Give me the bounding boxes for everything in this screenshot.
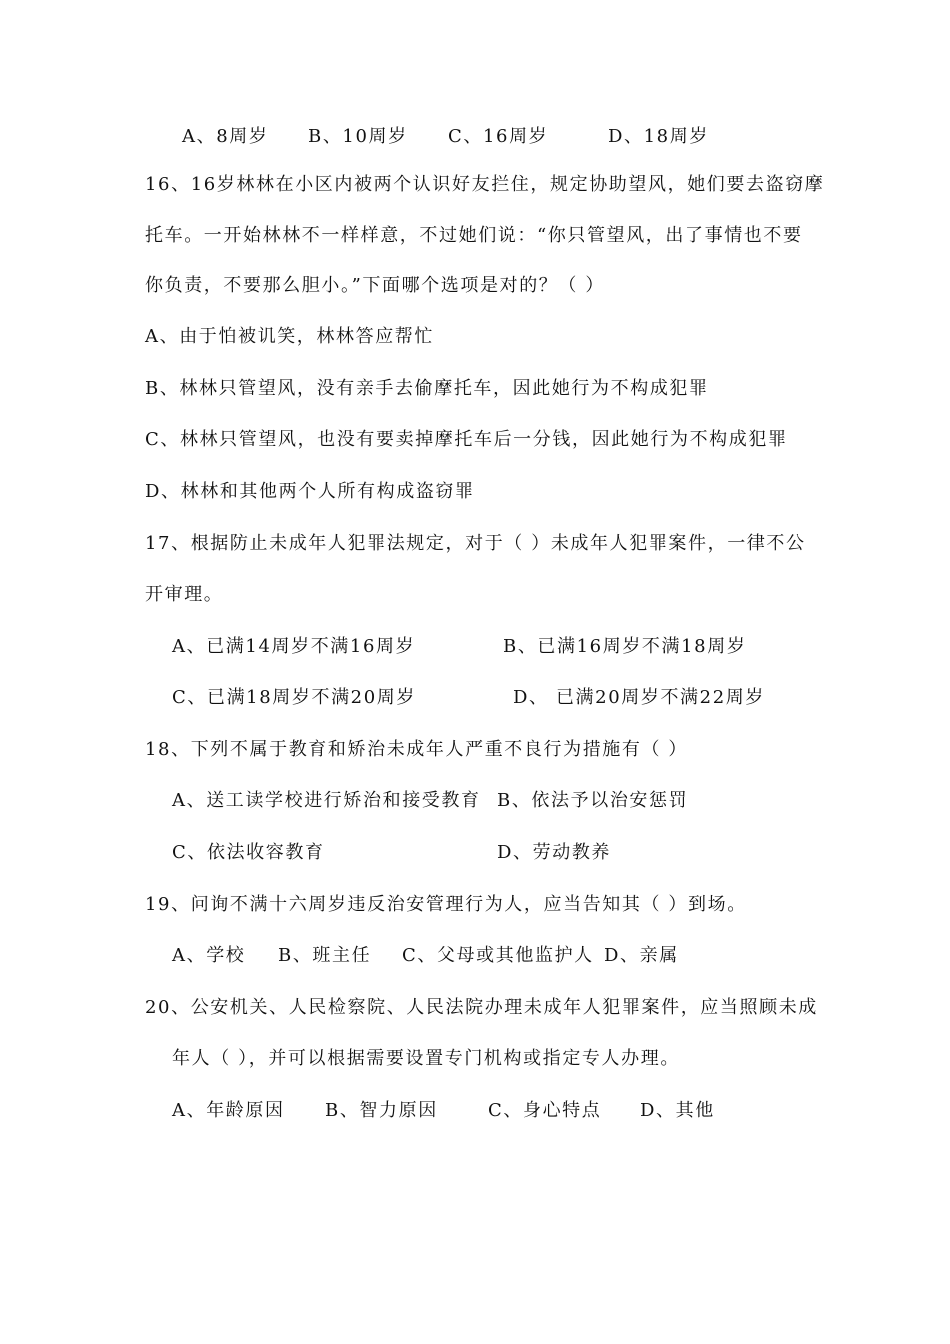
q16-option-c: C、林林只管望风，也没有要卖掉摩托车后一分钱，因此她行为不构成犯罪 <box>145 429 788 450</box>
q20-text-line-2: 年人（ ），并可以根据需要设置专门机构或指定专人办理。 <box>172 1048 680 1069</box>
q16-option-d: D、林林和其他两个人所有构成盗窃罪 <box>145 481 475 502</box>
q17-option-a: A、已满14周岁不满16周岁 <box>172 636 416 657</box>
q19-option-b: B、班主任 <box>278 945 372 966</box>
q19-option-c: C、父母或其他监护人 <box>402 945 594 966</box>
q20-option-b: B、智力原因 <box>325 1100 438 1121</box>
q16-option-a: A、由于怕被讥笑，林林答应帮忙 <box>145 326 434 347</box>
q16-option-b: B、林林只管望风，没有亲手去偷摩托车，因此她行为不构成犯罪 <box>145 378 709 399</box>
q17-option-c: C、已满18周岁不满20周岁 <box>172 687 416 708</box>
q17-text-line-1: 17、根据防止未成年人犯罪法规定，对于（ ）未成年人犯罪案件，一律不公 <box>145 533 806 554</box>
q19-option-a: A、学校 <box>172 945 246 966</box>
q18-option-d: D、劳动教养 <box>497 842 612 863</box>
q19-option-d: D、亲属 <box>604 945 679 966</box>
q20-option-c: C、身心特点 <box>488 1100 602 1121</box>
q19-text: 19、问询不满十六周岁违反治安管理行为人，应当告知其（ ）到场。 <box>145 894 747 915</box>
q18-option-a: A、送工读学校进行矫治和接受教育 <box>172 790 481 811</box>
q17-text-line-2: 开审理。 <box>145 584 224 605</box>
q16-text-line-3: 你负责，不要那么胆小。”下面哪个选项是对的？（ ） <box>145 275 605 296</box>
q15-option-b: B、10周岁 <box>308 126 408 147</box>
q15-option-c: C、16周岁 <box>448 126 549 147</box>
q18-text: 18、下列不属于教育和矫治未成年人严重不良行为措施有（ ） <box>145 739 689 760</box>
q15-option-a: A、8周岁 <box>182 126 269 147</box>
q18-option-b: B、依法予以治安惩罚 <box>497 790 689 811</box>
q16-text-line-2: 托车。一开始林林不一样样意，不过她们说：“你只管望风，出了事情也不要 <box>145 225 803 246</box>
q20-text-line-1: 20、公安机关、人民检察院、人民法院办理未成年人犯罪案件，应当照顾未成 <box>145 997 818 1018</box>
q20-option-a: A、年龄原因 <box>172 1100 285 1121</box>
q18-option-c: C、依法收容教育 <box>172 842 325 863</box>
q17-option-b: B、已满16周岁不满18周岁 <box>503 636 747 657</box>
q17-option-d: D、 已满20周岁不满22周岁 <box>513 687 765 708</box>
q16-text-line-1: 16、16岁林林在小区内被两个认识好友拦住，规定协助望风，她们要去盗窃摩 <box>145 174 825 195</box>
q20-option-d: D、其他 <box>640 1100 715 1121</box>
q15-option-d: D、18周岁 <box>608 126 709 147</box>
